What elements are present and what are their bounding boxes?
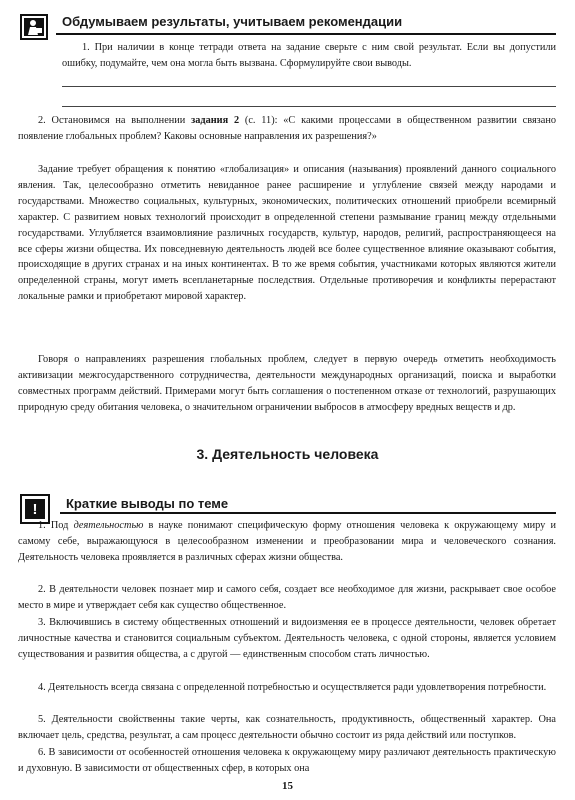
s1-paragraph-3: Задание требует обращения к понятию «глобализация» и описания (называния) проявлений данного социального явления. Так, целесообразно отметить невиданное ранее расширение и углубление связей между народами и государствами. Множество социальных, культурных, экономических, политических отношений приобрели всемирный характер. С развитием новых технологий происходит в определенной степени размывание границ между отдельными государствами. Углубляется взаимовлияние различных государств, культур, народов, религий, распространяющееся на все сферы жизни общества. Их повседневную деятельность людей все более существенное влияние оказывают события, происходящие в других странах и на иных континентах. В то же время события, участниками которых являются жители определенной страны, могут иметь всепланетарные последствия. Отдельные противоречия и конфликты перерастают локальные рамки и приобретают мировой характер. bbox=[18, 164, 556, 303]
s2-paragraph-4: 4. Деятельность всегда связана с определенной потребностью и осуществляется ради удовлетворения потребности. bbox=[38, 682, 547, 693]
s2-paragraph-3: 3. Включившись в систему общественных отношений и видоизменяя ее в процессе деятельности, человек обретает личностные качества и становится социальным субъектом. Деятельность человека, с одной стороны, является условием существования и развития общества, а с другой — единственным способом стать личностью. bbox=[18, 617, 556, 660]
s1-p2-rest: (с. 11): «С какими процессами в общественном развитии связано появление глобальных проблем? Каковы основные направления их разрешения?» bbox=[18, 115, 556, 142]
s1-p2-prefix: 2. Остановимся на выполнении bbox=[38, 115, 192, 126]
s1-paragraph-1: 1. При наличии в конце тетради ответа на задание сверьте с ним свой результат. Если вы допустили ошибку, подумайте, чем она могла быть вызвана. Сформулируйте свои выводы. bbox=[62, 42, 556, 69]
section1-title: Обдумываем результаты, учитываем рекомендации bbox=[62, 14, 403, 29]
chapter-title: 3. Деятельность человека bbox=[196, 446, 379, 462]
s2-paragraph-2: 2. В деятельности человек познает мир и самого себя, создает все необходимое для жизни, раскрывает свое особое место в мире и утверждает себя как существо общественное. bbox=[18, 584, 556, 611]
s2-paragraph-1 bbox=[18, 518, 556, 566]
s2-p1-pre: 1. Под bbox=[38, 520, 74, 531]
s2-paragraph-5: 5. Деятельности свойственны такие черты, как сознательность, продуктивность, общественный характер. Она включает цель, средства, результат, а сам процесс деятельности обычно состоит из ряда действий или поступков. bbox=[18, 714, 556, 741]
page-number: 15 bbox=[282, 780, 293, 792]
s2-p1-term: деятельностью bbox=[73, 520, 144, 531]
exclamation-glyph: ! bbox=[25, 499, 45, 519]
section1-header bbox=[20, 14, 48, 40]
s1-p2-bold: задания 2 bbox=[191, 115, 240, 126]
s1-paragraph-4: Говоря о направлениях разрешения глобальных проблем, следует в первую очередь отметить необходимость активизации межгосударственного сотрудничества, деятельности международных организаций, поиска и выработки совместных программ действий. Примерами могут быть соглашения о постепенном отказе от технологий, разрушающих природную среду обитания человека, о значительном ограничении выбросов в атмосферу вредных веществ и др. bbox=[18, 354, 556, 413]
answer-line-2 bbox=[62, 106, 556, 107]
section2-title: Краткие выводы по теме bbox=[66, 496, 229, 511]
s2-p1-rest: в науке понимают специфическую форму отношения человека к окружающему миру и самому себе, выражающуюся в целесообразном изменении и преобразовании мира и человеческого сознания. Деятельность человека проявляется в различных сферах жизни общества. bbox=[18, 520, 556, 563]
section1-rule bbox=[56, 33, 556, 35]
s1-paragraph-2 bbox=[18, 113, 556, 145]
answer-line-1 bbox=[62, 86, 556, 87]
section2-rule bbox=[60, 512, 556, 514]
reader-icon bbox=[20, 14, 48, 40]
s2-paragraph-6: 6. В зависимости от особенностей отношения человека к окружающему миру различают деятельность практическую и духовную. В зависимости от общественных сфер, в которых она bbox=[18, 747, 556, 774]
